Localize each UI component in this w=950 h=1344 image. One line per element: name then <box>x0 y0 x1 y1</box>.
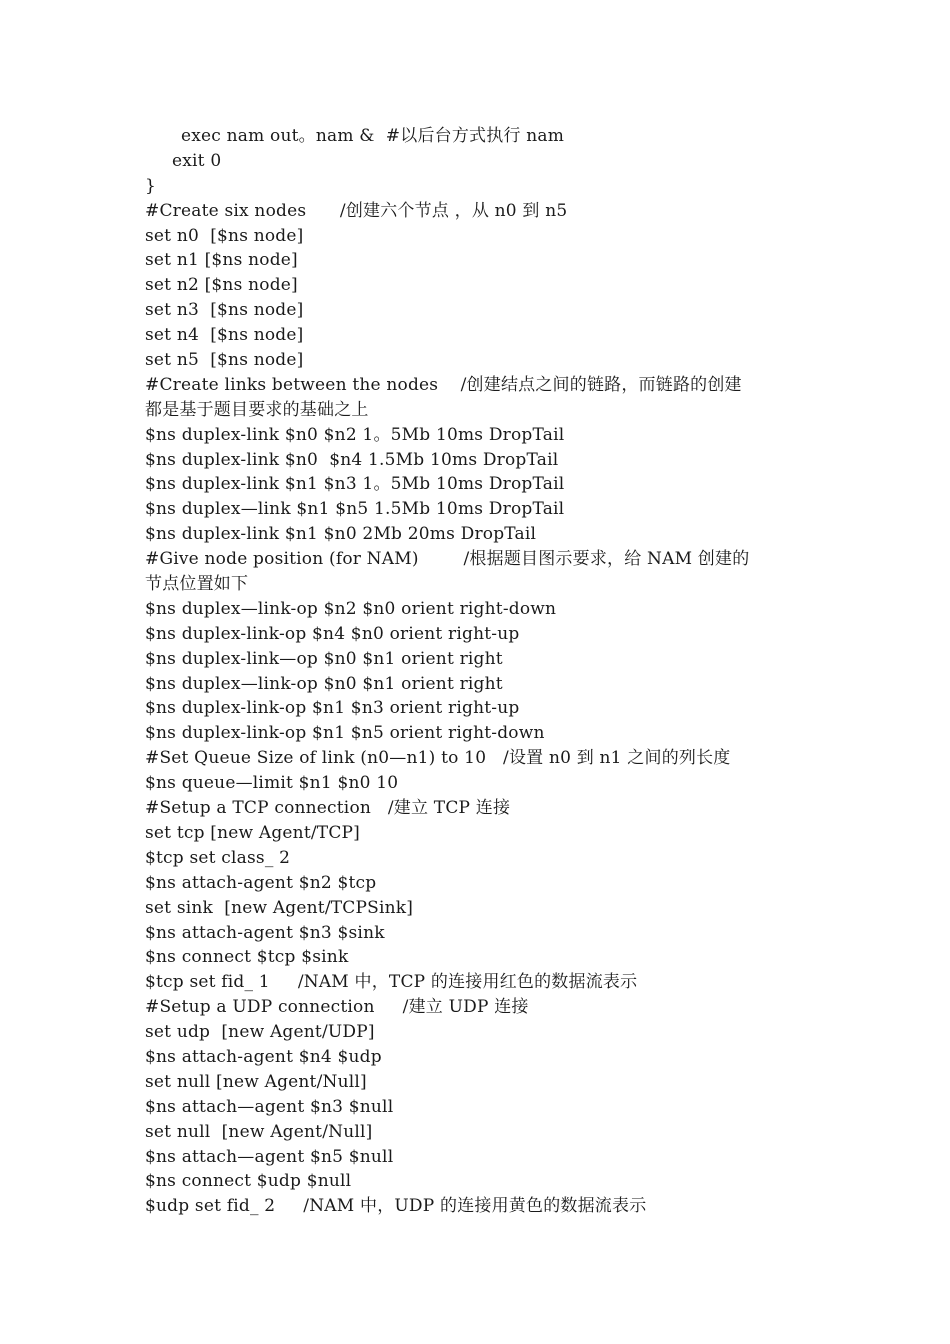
code-line: set udp [new Agent/UDP] <box>145 1022 375 1043</box>
code-line: $ns attach-agent $n3 $sink <box>145 922 385 943</box>
code-line: set n1 [$ns node] <box>145 250 298 271</box>
code-line: $ns attach—agent $n5 $null <box>145 1146 394 1167</box>
code-line: $ns connect $udp $null <box>145 1171 352 1192</box>
code-line: set n4 [$ns node] <box>145 325 304 346</box>
code-line: $ns duplex-link-op $n1 $n3 orient right-up <box>145 698 520 719</box>
code-line: $ns attach—agent $n3 $null <box>145 1096 394 1117</box>
code-line: set tcp [new Agent/TCP] <box>145 822 360 843</box>
comment-line-continued: 节点位置如下 <box>145 574 249 595</box>
code-line: $ns duplex-link-op $n1 $n5 orient right-down <box>145 723 545 744</box>
code-line: $ns duplex-link $n0 $n2 1。5Mb 10ms DropTail <box>145 424 565 445</box>
code-line: $ns duplex-link—op $n0 $n1 orient right <box>145 648 503 669</box>
code-line: $ns duplex-link-op $n4 $n0 orient right-up <box>145 623 520 644</box>
comment-line: #Set Queue Size of link (n0—n1) to 10 /设置 n0 到 n1 之间的列长度 <box>145 748 731 769</box>
code-line: set n3 [$ns node] <box>145 300 304 321</box>
code-line: set null [new Agent/Null] <box>145 1071 367 1092</box>
code-line: $ns duplex—link $n1 $n5 1.5Mb 10ms DropTail <box>145 499 565 520</box>
comment-line: #Give node position (for NAM) /根据题目图示要求，给 NAM 创建的 <box>145 549 750 570</box>
code-line: set n2 [$ns node] <box>145 275 298 296</box>
code-line: $ns duplex-link $n1 $n0 2Mb 20ms DropTail <box>145 524 537 545</box>
comment-line: #Create six nodes /创建六个节点 ，从 n0 到 n5 <box>145 200 568 221</box>
ns-script-code-block <box>145 124 815 1219</box>
code-line: $ns connect $tcp $sink <box>145 947 349 968</box>
code-line: $tcp set fid_ 1 /NAM 中，TCP 的连接用红色的数据流表示 <box>145 972 638 993</box>
code-line: exit 0 <box>172 150 222 171</box>
comment-line: #Create links between the nodes /创建结点之间的链路，而链路的创建 <box>145 374 742 395</box>
code-line: $ns duplex—link-op $n0 $n1 orient right <box>145 673 503 694</box>
code-line: set null [new Agent/Null] <box>145 1121 373 1142</box>
comment-line: #Setup a TCP connection /建立 TCP 连接 <box>145 798 511 819</box>
code-line: $ns attach-agent $n4 $udp <box>145 1046 382 1067</box>
code-line: $ns duplex—link-op $n2 $n0 orient right-down <box>145 598 557 619</box>
comment-line-continued: 都是基于题目要求的基础之上 <box>145 399 369 420</box>
code-line: $ns duplex-link $n0 $n4 1.5Mb 10ms DropTail <box>145 449 559 470</box>
code-line: } <box>145 175 157 196</box>
code-line: $ns duplex-link $n1 $n3 1。5Mb 10ms DropTail <box>145 474 565 495</box>
code-line: set sink [new Agent/TCPSink] <box>145 897 414 918</box>
code-line: $udp set fid_ 2 /NAM 中，UDP 的连接用黄色的数据流表示 <box>145 1196 647 1217</box>
code-line: $tcp set class_ 2 <box>145 847 291 868</box>
code-line: set n5 [$ns node] <box>145 350 304 371</box>
comment-line: #Setup a UDP connection /建立 UDP 连接 <box>145 997 529 1018</box>
code-line: $ns attach-agent $n2 $tcp <box>145 872 377 893</box>
code-line: set n0 [$ns node] <box>145 225 304 246</box>
code-line: exec nam out。nam & #以后台方式执行 nam <box>181 126 565 146</box>
code-line: $ns queue—limit $n1 $n0 10 <box>145 773 399 794</box>
